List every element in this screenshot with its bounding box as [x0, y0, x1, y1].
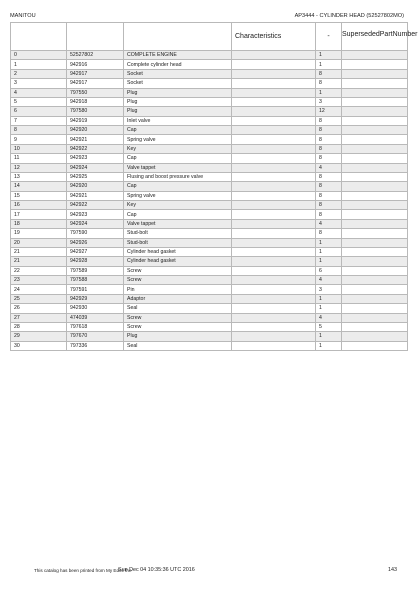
superseded-part-number-cell — [342, 60, 408, 69]
characteristics-cell — [232, 322, 316, 331]
table-row — [11, 51, 408, 60]
superseded-part-number-cell — [342, 313, 408, 322]
part-number-cell: 942920 — [67, 182, 124, 191]
part-number-cell: 942920 — [67, 126, 124, 135]
description-cell: Cap — [124, 210, 232, 219]
characteristics-cell — [232, 126, 316, 135]
characteristics-cell — [232, 60, 316, 69]
part-number-cell: 797589 — [67, 266, 124, 275]
description-cell: Screw — [124, 322, 232, 331]
row-index-cell: 21 — [11, 257, 67, 266]
description-cell: Plug — [124, 332, 232, 341]
quantity-cell: 8 — [316, 182, 342, 191]
table-row — [11, 341, 408, 350]
characteristics-cell — [232, 154, 316, 163]
superseded-part-number-cell — [342, 304, 408, 313]
part-number-cell: 942923 — [67, 210, 124, 219]
superseded-part-number-cell — [342, 126, 408, 135]
description-cell: Plug — [124, 88, 232, 97]
column-header-characteristics: Characteristics — [232, 23, 316, 51]
superseded-part-number-cell — [342, 332, 408, 341]
part-number-cell: 797618 — [67, 322, 124, 331]
row-index-cell: 4 — [11, 88, 67, 97]
quantity-cell: 8 — [316, 69, 342, 78]
row-index-cell: 0 — [11, 51, 67, 60]
part-number-cell: 942930 — [67, 304, 124, 313]
part-number-cell: 942929 — [67, 294, 124, 303]
table-header-row — [11, 23, 408, 51]
superseded-part-number-cell — [342, 107, 408, 116]
table-row — [11, 69, 408, 78]
row-index-cell: 14 — [11, 182, 67, 191]
row-index-cell: 10 — [11, 144, 67, 153]
row-index-cell: 24 — [11, 285, 67, 294]
quantity-cell: 1 — [316, 60, 342, 69]
description-cell: Seal — [124, 341, 232, 350]
brand-name: MANITOU — [10, 13, 36, 19]
row-index-cell: 22 — [11, 266, 67, 275]
table-row — [11, 313, 408, 322]
part-number-cell: 797670 — [67, 332, 124, 341]
characteristics-cell — [232, 69, 316, 78]
part-number-cell: 942918 — [67, 97, 124, 106]
row-index-cell: 21 — [11, 247, 67, 256]
characteristics-cell — [232, 172, 316, 181]
quantity-cell: 1 — [316, 247, 342, 256]
table-row — [11, 135, 408, 144]
description-cell: Cylinder head gasket — [124, 247, 232, 256]
quantity-cell: 8 — [316, 210, 342, 219]
row-index-cell: 20 — [11, 238, 67, 247]
description-cell: Plug — [124, 107, 232, 116]
parts-table — [10, 22, 418, 351]
description-cell: Screw — [124, 266, 232, 275]
characteristics-cell — [232, 219, 316, 228]
description-cell: Spring valve — [124, 135, 232, 144]
superseded-part-number-cell — [342, 294, 408, 303]
superseded-part-number-cell — [342, 88, 408, 97]
part-number-cell: 942921 — [67, 135, 124, 144]
row-index-cell: 7 — [11, 116, 67, 125]
quantity-cell: 4 — [316, 163, 342, 172]
quantity-cell: 8 — [316, 116, 342, 125]
table-row — [11, 182, 408, 191]
print-date: Sun Dec 04 10:35:36 UTC 2016 — [118, 567, 195, 573]
part-number-cell: 797590 — [67, 229, 124, 238]
column-header-superseded-part-number: SupersededPartNumber — [342, 23, 408, 51]
row-index-cell: 18 — [11, 219, 67, 228]
table-row — [11, 238, 408, 247]
quantity-cell: 12 — [316, 107, 342, 116]
row-index-cell: 8 — [11, 126, 67, 135]
description-cell: Plug — [124, 97, 232, 106]
characteristics-cell — [232, 294, 316, 303]
superseded-part-number-cell — [342, 285, 408, 294]
row-index-cell: 15 — [11, 191, 67, 200]
superseded-part-number-cell — [342, 210, 408, 219]
superseded-part-number-cell — [342, 341, 408, 350]
row-index-cell: 28 — [11, 322, 67, 331]
part-number-cell: 942922 — [67, 144, 124, 153]
quantity-cell: 1 — [316, 304, 342, 313]
characteristics-cell — [232, 191, 316, 200]
characteristics-cell — [232, 285, 316, 294]
description-cell: Socket — [124, 79, 232, 88]
part-number-cell: 797580 — [67, 107, 124, 116]
table-row — [11, 304, 408, 313]
characteristics-cell — [232, 97, 316, 106]
row-index-cell: 13 — [11, 172, 67, 181]
table-row — [11, 285, 408, 294]
superseded-part-number-cell — [342, 322, 408, 331]
table-row — [11, 144, 408, 153]
description-cell: COMPLETE ENGINE — [124, 51, 232, 60]
quantity-cell: 1 — [316, 51, 342, 60]
characteristics-cell — [232, 51, 316, 60]
part-number-cell: 942923 — [67, 154, 124, 163]
part-number-cell: 942924 — [67, 219, 124, 228]
row-index-cell: 11 — [11, 154, 67, 163]
description-cell: Cylinder head gasket — [124, 257, 232, 266]
part-number-cell: 474039 — [67, 313, 124, 322]
description-cell: Valve tappet — [124, 219, 232, 228]
superseded-part-number-cell — [342, 238, 408, 247]
part-number-cell: 52527802 — [67, 51, 124, 60]
quantity-cell: 6 — [316, 266, 342, 275]
row-index-cell: 26 — [11, 304, 67, 313]
quantity-cell: 4 — [316, 219, 342, 228]
table-row — [11, 126, 408, 135]
quantity-cell: 4 — [316, 276, 342, 285]
table-row — [11, 163, 408, 172]
description-cell: Key — [124, 201, 232, 210]
row-index-cell: 25 — [11, 294, 67, 303]
description-cell: Stud-bolt — [124, 229, 232, 238]
characteristics-cell — [232, 304, 316, 313]
table-row — [11, 116, 408, 125]
characteristics-cell — [232, 182, 316, 191]
characteristics-cell — [232, 88, 316, 97]
characteristics-cell — [232, 332, 316, 341]
superseded-part-number-cell — [342, 219, 408, 228]
description-cell: Screw — [124, 276, 232, 285]
description-cell: Stud-bolt — [124, 238, 232, 247]
characteristics-cell — [232, 341, 316, 350]
table-row — [11, 294, 408, 303]
superseded-part-number-cell — [342, 266, 408, 275]
page-title: AP3444 - CYLINDER HEAD (52527802MO) — [294, 13, 404, 19]
part-number-cell: 797591 — [67, 285, 124, 294]
table-row — [11, 97, 408, 106]
row-index-cell: 6 — [11, 107, 67, 116]
characteristics-cell — [232, 135, 316, 144]
print-note: This catalog has been printed from My Edoc the — [34, 568, 132, 573]
row-index-cell: 12 — [11, 163, 67, 172]
table-row — [11, 276, 408, 285]
description-cell: Spring valve — [124, 191, 232, 200]
description-cell: Seal — [124, 304, 232, 313]
table-row — [11, 332, 408, 341]
superseded-part-number-cell — [342, 97, 408, 106]
characteristics-cell — [232, 201, 316, 210]
description-cell: Socket — [124, 69, 232, 78]
row-index-cell: 23 — [11, 276, 67, 285]
quantity-cell: 1 — [316, 341, 342, 350]
table-row — [11, 322, 408, 331]
superseded-part-number-cell — [342, 257, 408, 266]
column-header-index — [11, 23, 67, 51]
table-row — [11, 154, 408, 163]
table-row — [11, 247, 408, 256]
characteristics-cell — [232, 79, 316, 88]
description-cell: Complete cylinder head — [124, 60, 232, 69]
row-index-cell: 27 — [11, 313, 67, 322]
quantity-cell: 8 — [316, 201, 342, 210]
characteristics-cell — [232, 229, 316, 238]
quantity-cell: 8 — [316, 135, 342, 144]
quantity-cell: 8 — [316, 144, 342, 153]
row-index-cell: 5 — [11, 97, 67, 106]
superseded-part-number-cell — [342, 172, 408, 181]
characteristics-cell — [232, 163, 316, 172]
part-number-cell: 942922 — [67, 201, 124, 210]
part-number-cell: 942917 — [67, 79, 124, 88]
quantity-cell: 3 — [316, 285, 342, 294]
table-row — [11, 172, 408, 181]
superseded-part-number-cell — [342, 116, 408, 125]
characteristics-cell — [232, 116, 316, 125]
part-number-cell: 942917 — [67, 69, 124, 78]
part-number-cell: 942926 — [67, 238, 124, 247]
row-index-cell: 30 — [11, 341, 67, 350]
superseded-part-number-cell — [342, 163, 408, 172]
part-number-cell: 942928 — [67, 257, 124, 266]
part-number-cell: 942924 — [67, 163, 124, 172]
part-number-cell: 797588 — [67, 276, 124, 285]
column-header-quantity: - — [316, 23, 342, 51]
table-row — [11, 219, 408, 228]
quantity-cell: 8 — [316, 79, 342, 88]
superseded-part-number-cell — [342, 135, 408, 144]
part-number-cell: 797550 — [67, 88, 124, 97]
row-index-cell: 1 — [11, 60, 67, 69]
superseded-part-number-cell — [342, 247, 408, 256]
part-number-cell: 942921 — [67, 191, 124, 200]
description-cell: Cap — [124, 154, 232, 163]
superseded-part-number-cell — [342, 154, 408, 163]
row-index-cell: 29 — [11, 332, 67, 341]
characteristics-cell — [232, 210, 316, 219]
column-header-description — [124, 23, 232, 51]
description-cell: Pin — [124, 285, 232, 294]
quantity-cell: 8 — [316, 172, 342, 181]
row-index-cell: 17 — [11, 210, 67, 219]
table-row — [11, 266, 408, 275]
column-header-part-number — [67, 23, 124, 51]
description-cell: Inlet valve — [124, 116, 232, 125]
quantity-cell: 1 — [316, 238, 342, 247]
description-cell: Screw — [124, 313, 232, 322]
table-row — [11, 88, 408, 97]
table-row — [11, 60, 408, 69]
part-number-cell: 942916 — [67, 60, 124, 69]
quantity-cell: 1 — [316, 257, 342, 266]
description-cell: Cap — [124, 182, 232, 191]
quantity-cell: 1 — [316, 88, 342, 97]
quantity-cell: 3 — [316, 97, 342, 106]
characteristics-cell — [232, 144, 316, 153]
table-row — [11, 201, 408, 210]
quantity-cell: 8 — [316, 154, 342, 163]
superseded-part-number-cell — [342, 144, 408, 153]
superseded-part-number-cell — [342, 182, 408, 191]
quantity-cell: 4 — [316, 313, 342, 322]
superseded-part-number-cell — [342, 79, 408, 88]
characteristics-cell — [232, 107, 316, 116]
characteristics-cell — [232, 266, 316, 275]
quantity-cell: 8 — [316, 191, 342, 200]
description-cell: Cap — [124, 126, 232, 135]
row-index-cell: 2 — [11, 69, 67, 78]
part-number-cell: 797336 — [67, 341, 124, 350]
table-row — [11, 229, 408, 238]
description-cell: Adaptor — [124, 294, 232, 303]
table-row — [11, 210, 408, 219]
row-index-cell: 3 — [11, 79, 67, 88]
row-index-cell: 19 — [11, 229, 67, 238]
superseded-part-number-cell — [342, 69, 408, 78]
superseded-part-number-cell — [342, 276, 408, 285]
superseded-part-number-cell — [342, 51, 408, 60]
table-row — [11, 107, 408, 116]
characteristics-cell — [232, 276, 316, 285]
page-number: 143 — [388, 567, 397, 573]
characteristics-cell — [232, 313, 316, 322]
characteristics-cell — [232, 238, 316, 247]
superseded-part-number-cell — [342, 191, 408, 200]
description-cell: Key — [124, 144, 232, 153]
table-row — [11, 191, 408, 200]
characteristics-cell — [232, 247, 316, 256]
quantity-cell: 1 — [316, 294, 342, 303]
part-number-cell: 942925 — [67, 172, 124, 181]
description-cell: Flusing and boost pressure valve — [124, 172, 232, 181]
table-row — [11, 79, 408, 88]
part-number-cell: 942919 — [67, 116, 124, 125]
quantity-cell: 8 — [316, 126, 342, 135]
superseded-part-number-cell — [342, 201, 408, 210]
quantity-cell: 5 — [316, 322, 342, 331]
table-row — [11, 257, 408, 266]
characteristics-cell — [232, 257, 316, 266]
row-index-cell: 9 — [11, 135, 67, 144]
row-index-cell: 16 — [11, 201, 67, 210]
description-cell: Valve tappet — [124, 163, 232, 172]
part-number-cell: 942927 — [67, 247, 124, 256]
superseded-part-number-cell — [342, 229, 408, 238]
quantity-cell: 1 — [316, 332, 342, 341]
quantity-cell: 8 — [316, 229, 342, 238]
